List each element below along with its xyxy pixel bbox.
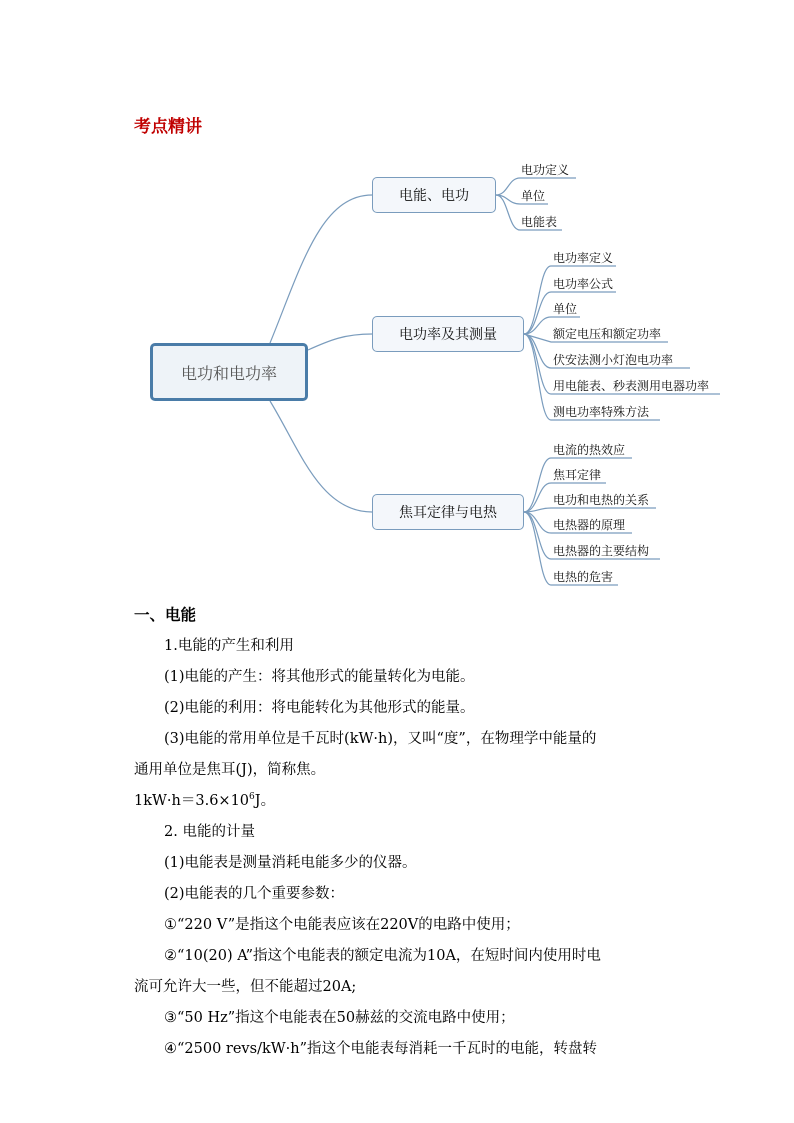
leaf-item: 伏安法测小灯泡电功率	[553, 353, 674, 367]
leaf-item: 电热器的主要结构	[553, 544, 650, 558]
subsection-title: 2. 电能的计量	[164, 824, 255, 840]
branch-joule-law: 焦耳定律与电热	[372, 494, 524, 530]
leaf-item: 电热器的原理	[553, 518, 626, 532]
mind-map-connectors	[0, 150, 794, 600]
leaf-item: 电热的危害	[553, 570, 614, 584]
equation-suffix: J。	[254, 793, 276, 809]
leaf-item: 焦耳定律	[553, 468, 602, 482]
equation-exponent: 6	[249, 792, 255, 803]
list-item: ③“50 Hz”指这个电能表在50赫兹的交流电路中使用；	[164, 1010, 515, 1026]
section-title: 一、电能	[134, 606, 197, 624]
mind-map-root: 电功和电功率	[150, 343, 308, 401]
leaf-item: 电功率定义	[553, 251, 614, 265]
leaf-item: 单位	[553, 302, 578, 316]
branch-electric-energy: 电能、电功	[372, 177, 496, 213]
paragraph: (2)电能表的几个重要参数：	[164, 886, 345, 902]
leaf-item: 电功定义	[521, 163, 570, 177]
connector-b3-leaf3	[524, 508, 656, 512]
leaf-item: 用电能表、秒表测用电器功率	[553, 379, 710, 393]
paragraph: (3)电能的常用单位是千瓦时(kW·h)，又叫“度”，在物理学中能量的	[164, 731, 597, 747]
page-heading: 考点精讲	[134, 117, 202, 137]
subsection-title: 1.电能的产生和利用	[164, 638, 294, 654]
list-item: ②“10(20) A”指这个电能表的额定电流为10A，在短时间内使用时电	[164, 948, 601, 964]
leaf-item: 单位	[521, 189, 546, 203]
leaf-item: 测电功率特殊方法	[553, 405, 650, 419]
connector-root-branch-1	[270, 195, 372, 343]
paragraph: (2)电能的利用：将电能转化为其他形式的能量。	[164, 700, 475, 716]
connector-root-branch-3	[270, 401, 372, 512]
mind-map	[0, 150, 794, 600]
branch-electric-power: 电功率及其测量	[372, 316, 524, 352]
paragraph-continuation: 通用单位是焦耳(J)，简称焦。	[134, 762, 326, 778]
leaf-item: 电功率公式	[553, 277, 614, 291]
leaf-item: 电能表	[521, 215, 558, 229]
paragraph: (1)电能表是测量消耗电能多少的仪器。	[164, 855, 417, 871]
equation-prefix: 1kW·h＝3.6×10	[134, 793, 250, 809]
content-body	[134, 600, 674, 1065]
leaf-item: 电流的热效应	[553, 443, 626, 457]
list-item-continuation: 流可允许大一些，但不能超过20A;	[134, 979, 357, 995]
leaf-item: 额定电压和额定功率	[553, 327, 662, 341]
list-item: ④“2500 revs/kW·h”指这个电能表每消耗一千瓦时的电能，转盘转	[164, 1041, 598, 1057]
paragraph: (1)电能的产生：将其他形式的能量转化为电能。	[164, 669, 475, 685]
equation	[134, 786, 674, 817]
leaf-item: 电功和电热的关系	[553, 493, 650, 507]
list-item: ①“220 V”是指这个电能表应该在220V的电路中使用；	[164, 917, 520, 933]
connector-root-branch-2	[308, 334, 372, 350]
